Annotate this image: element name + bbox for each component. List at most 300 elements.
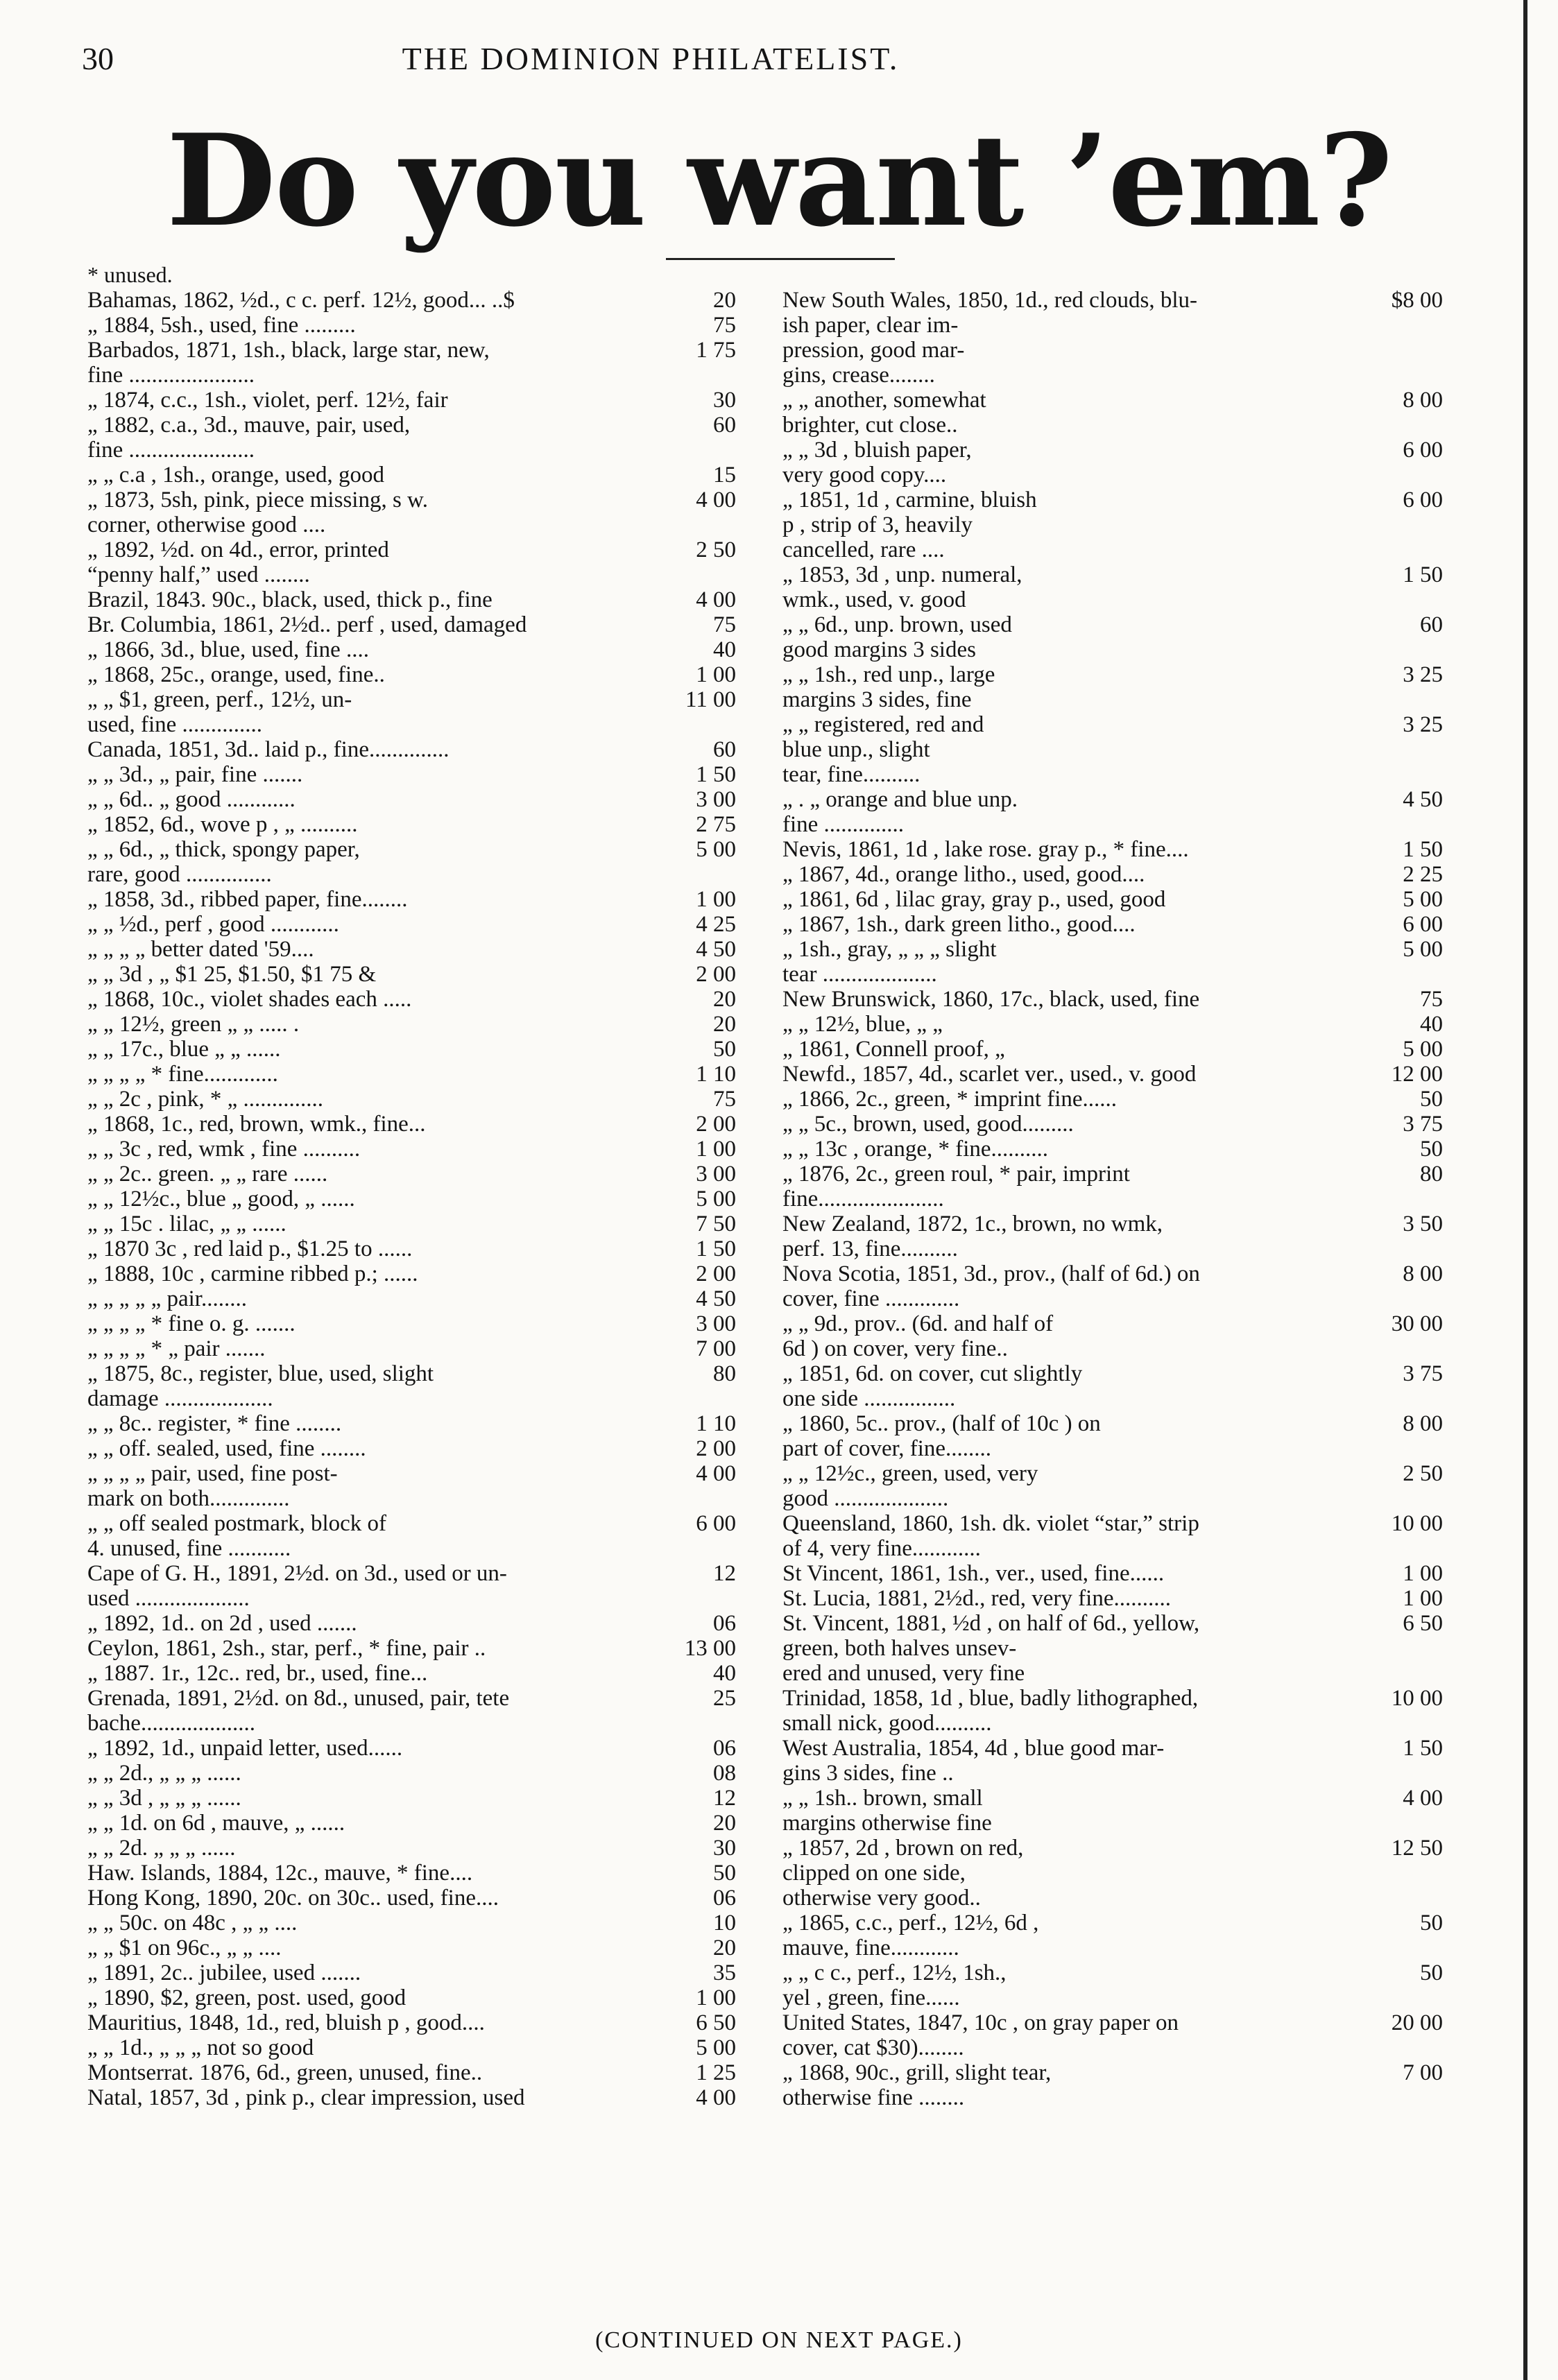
price-list-entry [782,1087,1443,1112]
entry-description: United States, 1847, 10c , on gray paper on cover, cat $30)........ [782,2010,1179,2060]
entry-description: „ 1852, 6d., wove p , „ .......... [87,812,358,837]
price-list-entry [782,488,1443,562]
entry-description: „ 1868, 10c., violet shades each ..... [87,987,412,1012]
entry-price: 5 00 [1403,1037,1443,1062]
entry-description: „ „ c c., perf., 12½, 1sh., yel , green, fine...... [782,1960,1007,2010]
entry-price: 4 00 [696,2085,736,2110]
entry-price: 20 [713,1811,736,1836]
price-list-entry [782,1162,1443,1211]
entry-price: 7 00 [1403,2060,1443,2085]
price-list-entry [87,1162,736,1187]
price-list-entry [782,1561,1443,1586]
entry-price: 1 75 [696,338,736,363]
entry-price: 3 50 [1403,1211,1443,1236]
entry-price: 3 00 [696,1311,736,1336]
entry-description: „ „ 3c , red, wmk , fine .......... [87,1137,361,1162]
right-column [782,262,1443,2110]
entry-description: „ 1866, 3d., blue, used, fine .... [87,637,370,662]
entry-description: St Vincent, 1861, 1sh., ver., used, fine...... [782,1561,1165,1586]
entry-description: „ 1868, 25c., orange, used, fine.. [87,662,385,687]
entry-description: „ 1853, 3d , unp. numeral, wmk., used, v. good [782,562,1022,612]
entry-description: „ „ 12½, blue, „ „ [782,1012,943,1037]
entry-price: 5 00 [696,1187,736,1211]
price-list-entry [87,812,736,837]
entry-description: „ 1888, 10c , carmine ribbed p.; ...... [87,1261,418,1286]
entry-description: „ „ 6d., „ thick, spongy paper, rare, good ............... [87,837,360,887]
price-list-entry [87,1661,736,1686]
entry-description: Natal, 1857, 3d , pink p., clear impression, used [87,2085,525,2110]
entry-description: „ 1892, 1d., unpaid letter, used...... [87,1736,403,1761]
entry-description: „ . „ orange and blue unp. fine .............. [782,787,1018,837]
entry-description: Grenada, 1891, 2½d. on 8d., unused, pair, tete bache.................... [87,1686,510,1736]
price-list-entry [782,438,1443,488]
page-edge-line [1523,0,1527,2380]
entry-description: „ „ „ „ * fine o. g. ....... [87,1311,296,1336]
entry-description: „ 1857, 2d , brown on red, clipped on one side, otherwise very good.. [782,1836,1024,1911]
entry-price: 20 [713,987,736,1012]
running-title: THE DOMINION PHILATELIST. [402,41,900,76]
entry-price: 80 [1420,1162,1443,1187]
entry-price: 50 [713,1037,736,1062]
entry-price: 50 [713,1861,736,1886]
price-list-entry [87,962,736,987]
entry-description: „ 1861, Connell proof, „ [782,1037,1005,1062]
price-list-entry [87,537,736,587]
price-list-entry [87,637,736,662]
entry-description: „ 1870 3c , red laid p., $1.25 to ...... [87,1236,413,1261]
entry-price: 06 [713,1736,736,1761]
entry-description: „ „ 6d.. „ good ............ [87,787,296,812]
entry-price: 30 [713,388,736,413]
price-list-entry [87,1786,736,1811]
entry-description: „ „ „ „ pair, used, fine post- mark on both.............. [87,1461,338,1511]
entry-description: „ „ 12½c., blue „ good, „ ...... [87,1187,355,1211]
entry-description: „ „ 12½c., green, used, very good .................... [782,1461,1038,1511]
entry-description: Mauritius, 1848, 1d., red, bluish p , good.... [87,2010,485,2035]
entry-price: 6 00 [696,1511,736,1536]
price-list-entry [87,1211,736,1236]
price-list-entry [782,1611,1443,1686]
price-list-entry [87,1087,736,1112]
price-list-entry [87,837,736,887]
entry-price: 5 00 [696,837,736,862]
entry-price: 4 50 [696,937,736,962]
entry-price: 2 00 [696,962,736,987]
price-list-entry [87,1836,736,1861]
entry-price: 2 25 [1403,862,1443,887]
price-list-entry [782,612,1443,662]
column-spacer [782,262,1443,288]
price-list-entry [782,987,1443,1012]
entry-price: 20 00 [1391,2010,1443,2035]
entry-price: 4 50 [1403,787,1443,812]
price-list-entry [87,1236,736,1261]
entry-description: „ „ „ „ * „ pair ....... [87,1336,266,1361]
price-list-entry [782,862,1443,887]
price-list-entry [782,1411,1443,1461]
price-list-entry [782,1911,1443,1960]
entry-description: „ „ „ „ * fine............. [87,1062,278,1087]
entry-description: „ 1868, 90c., grill, slight tear, otherwise fine ........ [782,2060,1052,2110]
price-list-entry [782,837,1443,862]
entry-price: 08 [713,1761,736,1786]
entry-description: St. Vincent, 1881, ½d , on half of 6d., yellow, green, both halves unsev- ered and unused, very fine [782,1611,1200,1686]
unused-note: * unused. [87,262,173,287]
price-list-entry [782,1311,1443,1361]
price-list-entry [782,712,1443,787]
entry-description: Montserrat. 1876, 6d., green, unused, fine.. [87,2060,483,2085]
price-list-entry [87,937,736,962]
entry-price: 1 25 [696,2060,736,2085]
entry-price: 3 00 [696,787,736,812]
entry-price: 80 [713,1361,736,1386]
price-list-entry [782,1261,1443,1311]
entry-description: Brazil, 1843. 90c., black, used, thick p., fine [87,587,493,612]
price-list-entry [782,1361,1443,1411]
price-list-entry [87,1886,736,1911]
entry-price: 50 [1420,1087,1443,1112]
entry-description: „ „ 2c , pink, * „ .............. [87,1087,324,1112]
entry-price: 75 [713,1087,736,1112]
price-list-entry [87,1561,736,1611]
price-list-entry [87,338,736,388]
entry-price: 5 00 [1403,937,1443,962]
entry-price: 1 00 [696,1137,736,1162]
entry-description: Canada, 1851, 3d.. laid p., fine.............. [87,737,450,762]
entry-price: 1 00 [696,1985,736,2010]
entry-price: 1 00 [696,887,736,912]
entry-description: „ 1892, ½d. on 4d., error, printed “penny half,” used ........ [87,537,389,587]
price-list-entry [87,2035,736,2060]
entry-description: Cape of G. H., 1891, 2½d. on 3d., used or un- used .................... [87,1561,507,1611]
price-list-entry [782,2010,1443,2060]
entry-description: „ 1868, 1c., red, brown, wmk., fine... [87,1112,426,1137]
price-list-entry [782,1511,1443,1561]
price-list-entry [87,1361,736,1411]
price-list-entry [87,1012,736,1037]
price-list-entry [87,463,736,488]
price-list-entry [87,488,736,537]
entry-description: „ „ 3d , „ $1 25, $1.50, $1 75 & [87,962,377,987]
entry-description: „ 1891, 2c.. jubilee, used ....... [87,1960,361,1985]
entry-price: 25 [713,1686,736,1711]
entry-description: „ „ off sealed postmark, block of 4. unused, fine ........... [87,1511,386,1561]
entry-description: Trinidad, 1858, 1d , blue, badly lithographed, small nick, good.......... [782,1686,1199,1736]
entry-description: „ „ ½d., perf , good ............ [87,912,339,937]
entry-description: St. Lucia, 1881, 2½d., red, very fine.......... [782,1586,1171,1611]
entry-price: 6 00 [1403,912,1443,937]
entry-price: 3 00 [696,1162,736,1187]
entry-description: „ „ 1d., „ „ „ not so good [87,2035,314,2060]
price-list-entry [87,1436,736,1461]
entry-price: 1 50 [696,1236,736,1261]
price-list-entry [87,1336,736,1361]
page-header [82,40,1219,89]
price-list-entry [782,1211,1443,1261]
price-list-entry [87,1137,736,1162]
entry-price: 1 50 [1403,1736,1443,1761]
entry-price: 7 00 [696,1336,736,1361]
entry-price: 2 75 [696,812,736,837]
entry-description: „ „ 9d., prov.. (6d. and half of 6d ) on cover, very fine.. [782,1311,1054,1361]
price-list-entry [87,1811,736,1836]
entry-description: Newfd., 1857, 4d., scarlet ver., used., v. good [782,1062,1197,1087]
entry-price: 50 [1420,1911,1443,1935]
price-list-entry [782,1062,1443,1087]
entry-description: „ „ 2d. „ „ „ ...... [87,1836,236,1861]
entry-description: „ 1873, 5sh, pink, piece missing, s w. corner, otherwise good .... [87,488,428,537]
price-list-entry [87,388,736,413]
entry-description: „ „ 2c.. green. „ „ rare ...... [87,1162,328,1187]
entry-price: 2 50 [696,537,736,562]
entry-price: 10 00 [1391,1511,1443,1536]
price-list-entry [782,787,1443,837]
entry-price: 3 75 [1403,1112,1443,1137]
entry-description: West Australia, 1854, 4d , blue good mar- gins 3 sides, fine .. [782,1736,1165,1786]
entry-description: „ 1851, 6d. on cover, cut slightly one side ................ [782,1361,1083,1411]
entry-description: Nova Scotia, 1851, 3d., prov., (half of 6d.) on cover, fine ............. [782,1261,1200,1311]
price-list-entry [87,1611,736,1636]
entry-description: „ 1861, 6d , lilac gray, gray p., used, good [782,887,1166,912]
entry-price: 10 [713,1911,736,1935]
entry-description: New Zealand, 1872, 1c., brown, no wmk, perf. 13, fine.......... [782,1211,1163,1261]
entry-description: „ „ 17c., blue „ „ ...... [87,1037,281,1062]
entry-price: 6 50 [696,2010,736,2035]
price-list-entry [782,662,1443,712]
entry-price: 1 00 [1403,1561,1443,1586]
entry-description: „ 1851, 1d , carmine, bluish p , strip of 3, heavily cancelled, rare .... [782,488,1037,562]
entry-price: 40 [713,1661,736,1686]
continued-note: (CONTINUED ON NEXT PAGE.) [595,2327,963,2353]
entry-description: „ „ „ „ „ pair........ [87,1286,247,1311]
entry-price: 6 00 [1403,488,1443,512]
price-list-entry [782,1960,1443,2010]
entry-price: 12 50 [1391,1836,1443,1861]
price-list-entry [782,1461,1443,1511]
entry-price: 50 [1420,1137,1443,1162]
price-list-entry [87,1861,736,1886]
price-list-entry [87,662,736,687]
price-list-entry [782,1686,1443,1736]
price-list-entry [87,1261,736,1286]
entry-description: „ „ 13c , orange, * fine.......... [782,1137,1049,1162]
entry-description: „ „ c.a , 1sh., orange, used, good [87,463,384,488]
entry-description: Barbados, 1871, 1sh., black, large star, new, fine ...................... [87,338,490,388]
entry-description: „ 1887. 1r., 12c.. red, br., used, fine... [87,1661,428,1686]
advert-title: Do you want ’em? [166,106,1392,255]
entry-price: 2 00 [696,1436,736,1461]
entry-price: 3 25 [1403,662,1443,687]
price-list-entry [782,1836,1443,1911]
entry-price: 7 50 [696,1211,736,1236]
entry-description: „ „ another, somewhat brighter, cut close.. [782,388,986,438]
entry-price: 06 [713,1886,736,1911]
entry-price: 60 [713,413,736,438]
entry-price: 40 [713,637,736,662]
price-list-entry [782,562,1443,612]
entry-description: „ 1865, c.c., perf., 12½, 6d , mauve, fine............ [782,1911,1039,1960]
price-list-entry [782,912,1443,937]
entry-description: Nevis, 1861, 1d , lake rose. gray p., * fine.... [782,837,1189,862]
left-column [87,262,736,2110]
price-list-entry [87,687,736,737]
entry-price: 3 75 [1403,1361,1443,1386]
entry-description: Queensland, 1860, 1sh. dk. violet “star,” strip of 4, very fine............ [782,1511,1199,1561]
price-list-entry [87,1985,736,2010]
entry-price: 1 10 [696,1411,736,1436]
entry-description: „ 1867, 4d., orange litho., used, good.... [782,862,1145,887]
entry-description: „ 1890, $2, green, post. used, good [87,1985,406,2010]
entry-price: 2 00 [696,1112,736,1137]
entry-price: 8 00 [1403,388,1443,413]
entry-description: „ 1882, c.a., 3d., mauve, pair, used, fine ...................... [87,413,411,463]
price-list-entry [782,1786,1443,1836]
entry-price: 1 00 [1403,1586,1443,1611]
price-list-entry [87,1761,736,1786]
entry-description: „ 1884, 5sh., used, fine ......... [87,313,356,338]
entry-price: 30 [713,1836,736,1861]
entry-description: „ „ 1sh., red unp., large margins 3 sides, fine [782,662,995,712]
entry-description: „ „ 3d , bluish paper, very good copy.... [782,438,972,488]
entry-price: 3 25 [1403,712,1443,737]
entry-price: 8 00 [1403,1261,1443,1286]
entry-price: 4 50 [696,1286,736,1311]
entry-price: 60 [713,737,736,762]
price-list-entry [782,887,1443,912]
price-list-entry [87,587,736,612]
price-list-entry [87,288,736,313]
entry-description: „ „ 1d. on 6d , mauve, „ ...... [87,1811,345,1836]
entry-price: 12 [713,1786,736,1811]
price-list-entry [782,1586,1443,1611]
entry-price: 4 00 [696,587,736,612]
entry-description: „ „ off. sealed, used, fine ........ [87,1436,366,1461]
entry-description: New Brunswick, 1860, 17c., black, used, fine [782,987,1200,1012]
entry-description: „ „ 3d., „ pair, fine ....... [87,762,303,787]
entry-description: „ 1866, 2c., green, * imprint fine...... [782,1087,1118,1112]
entry-description: „ „ 50c. on 48c , „ „ .... [87,1911,298,1935]
entry-description: „ „ $1, green, perf., 12½, un- used, fine .............. [87,687,352,737]
entry-price: 13 00 [684,1636,736,1661]
entry-description: Ceylon, 1861, 2sh., star, perf., * fine, pair .. [87,1636,486,1661]
entry-price: 20 [713,1012,736,1037]
entry-price: 2 50 [1403,1461,1443,1486]
price-list-entry [87,1511,736,1561]
price-list-entry [87,2060,736,2085]
entry-description: „ „ 3d , „ „ „ ...... [87,1786,241,1811]
price-list-entry [87,2010,736,2035]
price-list-entry [87,1286,736,1311]
price-list-entry [87,1187,736,1211]
entry-price: 5 00 [696,2035,736,2060]
entry-price: 1 50 [1403,837,1443,862]
entry-price: 8 00 [1403,1411,1443,1436]
price-list-entry [782,1037,1443,1062]
entry-description: „ „ $1 on 96c., „ „ .... [87,1935,282,1960]
entry-price: 6 50 [1403,1611,1443,1636]
entry-price: 20 [713,1935,736,1960]
entry-description: „ „ 2d., „ „ „ ...... [87,1761,241,1786]
price-list-entry [782,1012,1443,1037]
price-list-entry [87,887,736,912]
entry-price: 35 [713,1960,736,1985]
entry-price: 1 50 [696,762,736,787]
entry-price: 06 [713,1611,736,1636]
entry-description: „ 1858, 3d., ribbed paper, fine........ [87,887,408,912]
entry-price: 4 00 [696,488,736,512]
entry-price: 50 [1420,1960,1443,1985]
entry-description: New South Wales, 1850, 1d., red clouds, blu- ish paper, clear im- pression, good mar- gins, crease........ [782,288,1197,388]
price-list-entry [87,1311,736,1336]
entry-description: Br. Columbia, 1861, 2½d.. perf , used, damaged [87,612,527,637]
price-list-entry [87,1112,736,1137]
price-list-entry [87,1935,736,1960]
entry-description: Haw. Islands, 1884, 12c., mauve, * fine.... [87,1861,473,1886]
price-list-entry [782,1137,1443,1162]
entry-price: 11 00 [685,687,736,712]
price-list-entry [87,2085,736,2110]
entry-description: „ „ registered, red and blue unp., slight tear, fine.......... [782,712,984,787]
entry-price: 60 [1420,612,1443,637]
entry-description: „ 1876, 2c., green roul, * pair, imprint fine...................... [782,1162,1130,1211]
price-list-entry [87,912,736,937]
price-list-entry [87,737,736,762]
price-list-entry [87,1736,736,1761]
price-list-entry [87,1062,736,1087]
price-list-entry [782,937,1443,987]
price-list-entry [87,762,736,787]
entry-price: 10 00 [1391,1686,1443,1711]
entry-price: 20 [713,288,736,313]
entry-description: „ 1874, c.c., 1sh., violet, perf. 12½, fair [87,388,448,413]
price-list-entry [87,1037,736,1062]
entry-price: 1 00 [696,662,736,687]
price-list-entry [87,1960,736,1985]
entry-price: 15 [713,463,736,488]
entry-price: 40 [1420,1012,1443,1037]
price-list-entry [87,413,736,463]
price-list-entry [782,388,1443,438]
price-list-entry [87,612,736,637]
entry-description: „ 1867, 1sh., dark green litho., good.... [782,912,1136,937]
entry-price: 12 [713,1561,736,1586]
entry-description: „ „ 1sh.. brown, small margins otherwise fine [782,1786,992,1836]
price-list-entry [782,288,1443,388]
entry-description: „ „ 5c., brown, used, good......... [782,1112,1074,1137]
entry-price: 4 25 [696,912,736,937]
entry-price: 1 50 [1403,562,1443,587]
entry-description: „ „ 12½, green „ „ ..... . [87,1012,300,1037]
entry-description: „ 1875, 8c., register, blue, used, slight damage ................... [87,1361,434,1411]
entry-description: „ 1860, 5c.. prov., (half of 10c ) on part of cover, fine........ [782,1411,1101,1461]
entry-price: 75 [713,612,736,637]
entry-price: 6 00 [1403,438,1443,463]
entry-description: Bahamas, 1862, ½d., c c. perf. 12½, good... ..$ [87,288,515,313]
entry-price: 4 00 [1403,1786,1443,1811]
entry-price: 2 00 [696,1261,736,1286]
entry-price: 1 10 [696,1062,736,1087]
price-list-entry [782,1736,1443,1786]
price-list-entry [87,1636,736,1661]
entry-description: „ 1sh., gray, „ „ „ slight tear .................... [782,937,997,987]
price-list-entry [87,787,736,812]
page-number: 30 [82,41,114,76]
entry-description: „ „ „ „ better dated '59.... [87,937,314,962]
entry-price: 75 [1420,987,1443,1012]
price-list-entry [87,987,736,1012]
price-list-entry [87,1411,736,1436]
entry-price: 75 [713,313,736,338]
